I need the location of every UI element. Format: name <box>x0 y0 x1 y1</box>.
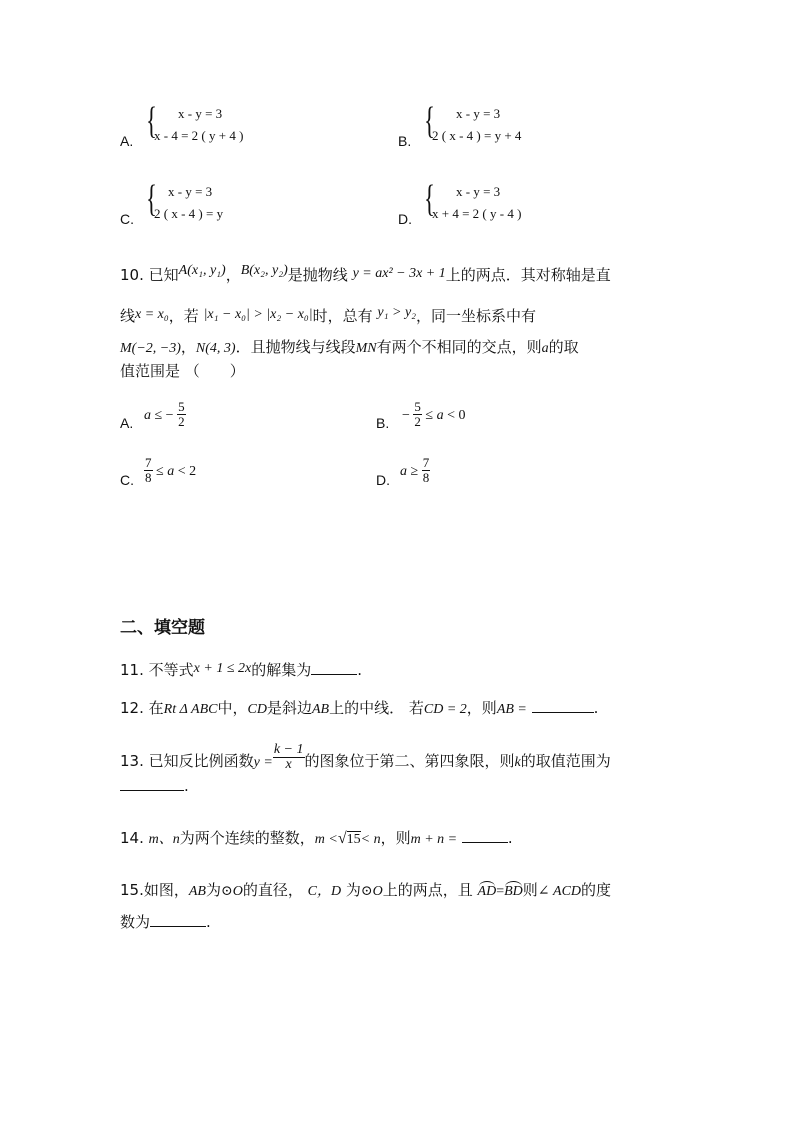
point-a: A(x₁, y₁) <box>178 263 226 278</box>
text: 的度 <box>581 881 612 899</box>
text: . <box>507 829 513 847</box>
condition: CD = 2 <box>423 702 467 717</box>
question-10-line-2 <box>120 305 536 326</box>
fraction-numerator: k − 1 <box>273 742 304 757</box>
ineq-left: m < <box>314 832 338 847</box>
point-b: B(x₂, y₂) <box>240 263 288 278</box>
text: 是抛物线 <box>287 266 348 284</box>
option-a-label: A. <box>120 133 134 149</box>
question-13-line-1 <box>120 742 611 776</box>
text: . <box>593 699 599 717</box>
circle-o: ⊙O <box>221 884 243 899</box>
text: ，则 <box>466 699 497 717</box>
text: 在 <box>148 699 164 717</box>
answer-expr: AB = <box>496 702 527 717</box>
arc-bd: BD <box>504 884 523 899</box>
text: 已知 <box>148 266 179 284</box>
text: 为 <box>205 881 221 899</box>
axis-eq: x = x₀ <box>135 307 169 322</box>
text: ，则 <box>380 829 411 847</box>
text: 的取值范围为 <box>520 752 611 770</box>
q10-option-d-label: D. <box>376 472 390 488</box>
text: 的图象位于第二、第四象限，则 <box>304 752 515 770</box>
question-10-line-3 <box>120 336 579 357</box>
text: 则 <box>522 881 538 899</box>
text: 的取 <box>548 338 579 356</box>
text: 时，总有 <box>312 307 373 325</box>
option-a-eq1: x - y = 3 <box>178 106 223 121</box>
text: 的解集为 <box>251 661 312 679</box>
option-d-eq1: x - y = 3 <box>456 184 501 199</box>
text: 线 <box>120 307 136 325</box>
text: 的直径， <box>242 881 303 899</box>
condition-abs: |x₁ − x₀| > |x₂ − x₀| <box>203 307 313 322</box>
segment-mn: MN <box>355 341 377 356</box>
sqrt-icon: √ <box>337 830 347 847</box>
question-14 <box>120 827 513 848</box>
text: 中， <box>217 699 248 717</box>
text: ， <box>180 338 196 356</box>
fraction-denominator: x <box>285 757 292 772</box>
triangle: Rt Δ ABC <box>163 702 218 717</box>
section-title: 二、填空题 <box>120 618 205 638</box>
text: . <box>184 777 189 795</box>
text: 如图， <box>143 881 189 899</box>
circle-o-2: ⊙O <box>360 884 383 899</box>
question-10-line-4: 值范围是 （ ） <box>120 362 245 380</box>
option-c-eq2: 2 ( x - 4 ) = y <box>154 206 224 221</box>
var-a: a <box>541 341 549 356</box>
text: 上的中线． 若 <box>329 699 424 717</box>
points-cd: C，D <box>307 884 342 899</box>
segment-ab: AB <box>312 702 330 717</box>
answer-blank[interactable] <box>120 790 184 791</box>
text: 有两个不相同的交点，则 <box>376 338 542 356</box>
y-eq: y = <box>253 755 273 770</box>
question-15-line-1 <box>120 879 611 900</box>
text: 上的两点．其对称轴是直 <box>445 266 611 284</box>
text: . <box>357 661 363 679</box>
question-number: 11. <box>120 661 144 679</box>
q10-option-a-label: A. <box>120 415 134 431</box>
question-11 <box>120 659 362 680</box>
option-a-eq2: x - 4 = 2 ( y + 4 ) <box>154 128 244 143</box>
question-number: 10. <box>120 266 144 284</box>
option-b-label: B. <box>398 133 412 149</box>
option-b-eq2: 2 ( x - 4 ) = y + 4 <box>432 128 522 143</box>
text: 数为 <box>120 913 151 931</box>
question-number: 14. <box>120 829 144 847</box>
condition-y: y₁ > y₂ <box>377 305 417 320</box>
point-n: N(4, 3) <box>195 341 236 356</box>
text: ，同一坐标系中有 <box>416 307 537 325</box>
q10-option-b-label: B. <box>376 415 390 431</box>
q10-option-a-expr: a ≤ − $\frac{5}{2}$ <box>144 399 185 429</box>
radicand: 15 <box>346 832 361 847</box>
var-k: k <box>514 755 521 770</box>
text: 是斜边 <box>266 699 312 717</box>
answer-blank[interactable] <box>150 926 206 927</box>
text: ．且抛物线与线段 <box>235 338 356 356</box>
angle-acd: ∠ ACD <box>537 884 582 899</box>
inequality: x + 1 ≤ 2x <box>193 661 252 676</box>
vars-mn: m、n <box>148 832 180 847</box>
option-c-label: C. <box>120 211 134 227</box>
text: 上的两点，且 <box>382 881 473 899</box>
q10-option-b-expr: − $\frac{5}{2}$ ≤ a < 0 <box>402 399 466 429</box>
question-13-line-2 <box>120 777 189 795</box>
option-d-label: D. <box>398 211 412 227</box>
question-number: 12. <box>120 699 144 717</box>
q10-option-d-expr: a ≥ $\frac{7}{8}$ <box>400 455 430 485</box>
text: 为两个连续的整数， <box>179 829 315 847</box>
point-m: M(−2, −3) <box>120 341 181 356</box>
question-number: 15. <box>120 881 144 899</box>
option-c-eq1: x - y = 3 <box>168 184 213 199</box>
equals: = <box>496 884 505 899</box>
q10-option-c-label: C. <box>120 472 134 488</box>
option-d-eq2: x + 4 = 2 ( y - 4 ) <box>432 206 522 221</box>
answer-blank[interactable] <box>532 712 594 713</box>
ineq-right: < n <box>360 832 381 847</box>
text: 为 <box>341 881 361 899</box>
text: 不等式 <box>148 661 194 679</box>
segment-ab: AB <box>188 884 206 899</box>
arc-ad: AD <box>477 884 497 899</box>
question-number: 13. <box>120 752 144 770</box>
text: . <box>206 913 211 931</box>
segment-cd: CD <box>247 702 267 717</box>
answer-blank[interactable] <box>311 674 357 675</box>
answer-blank[interactable] <box>462 842 508 843</box>
sum-expr: m + n = <box>410 832 458 847</box>
q10-option-c-expr: $\frac{7}{8}$ ≤ a < 2 <box>145 455 197 485</box>
text: 已知反比例函数 <box>148 752 254 770</box>
question-10-line-1 <box>120 264 611 285</box>
option-b-eq1: x - y = 3 <box>456 106 501 121</box>
question-15-line-2 <box>120 911 211 932</box>
text: ， <box>225 266 241 284</box>
text: ，若 <box>168 307 199 325</box>
parabola-eq: y = ax² − 3x + 1 <box>352 266 446 281</box>
question-12 <box>120 697 598 718</box>
